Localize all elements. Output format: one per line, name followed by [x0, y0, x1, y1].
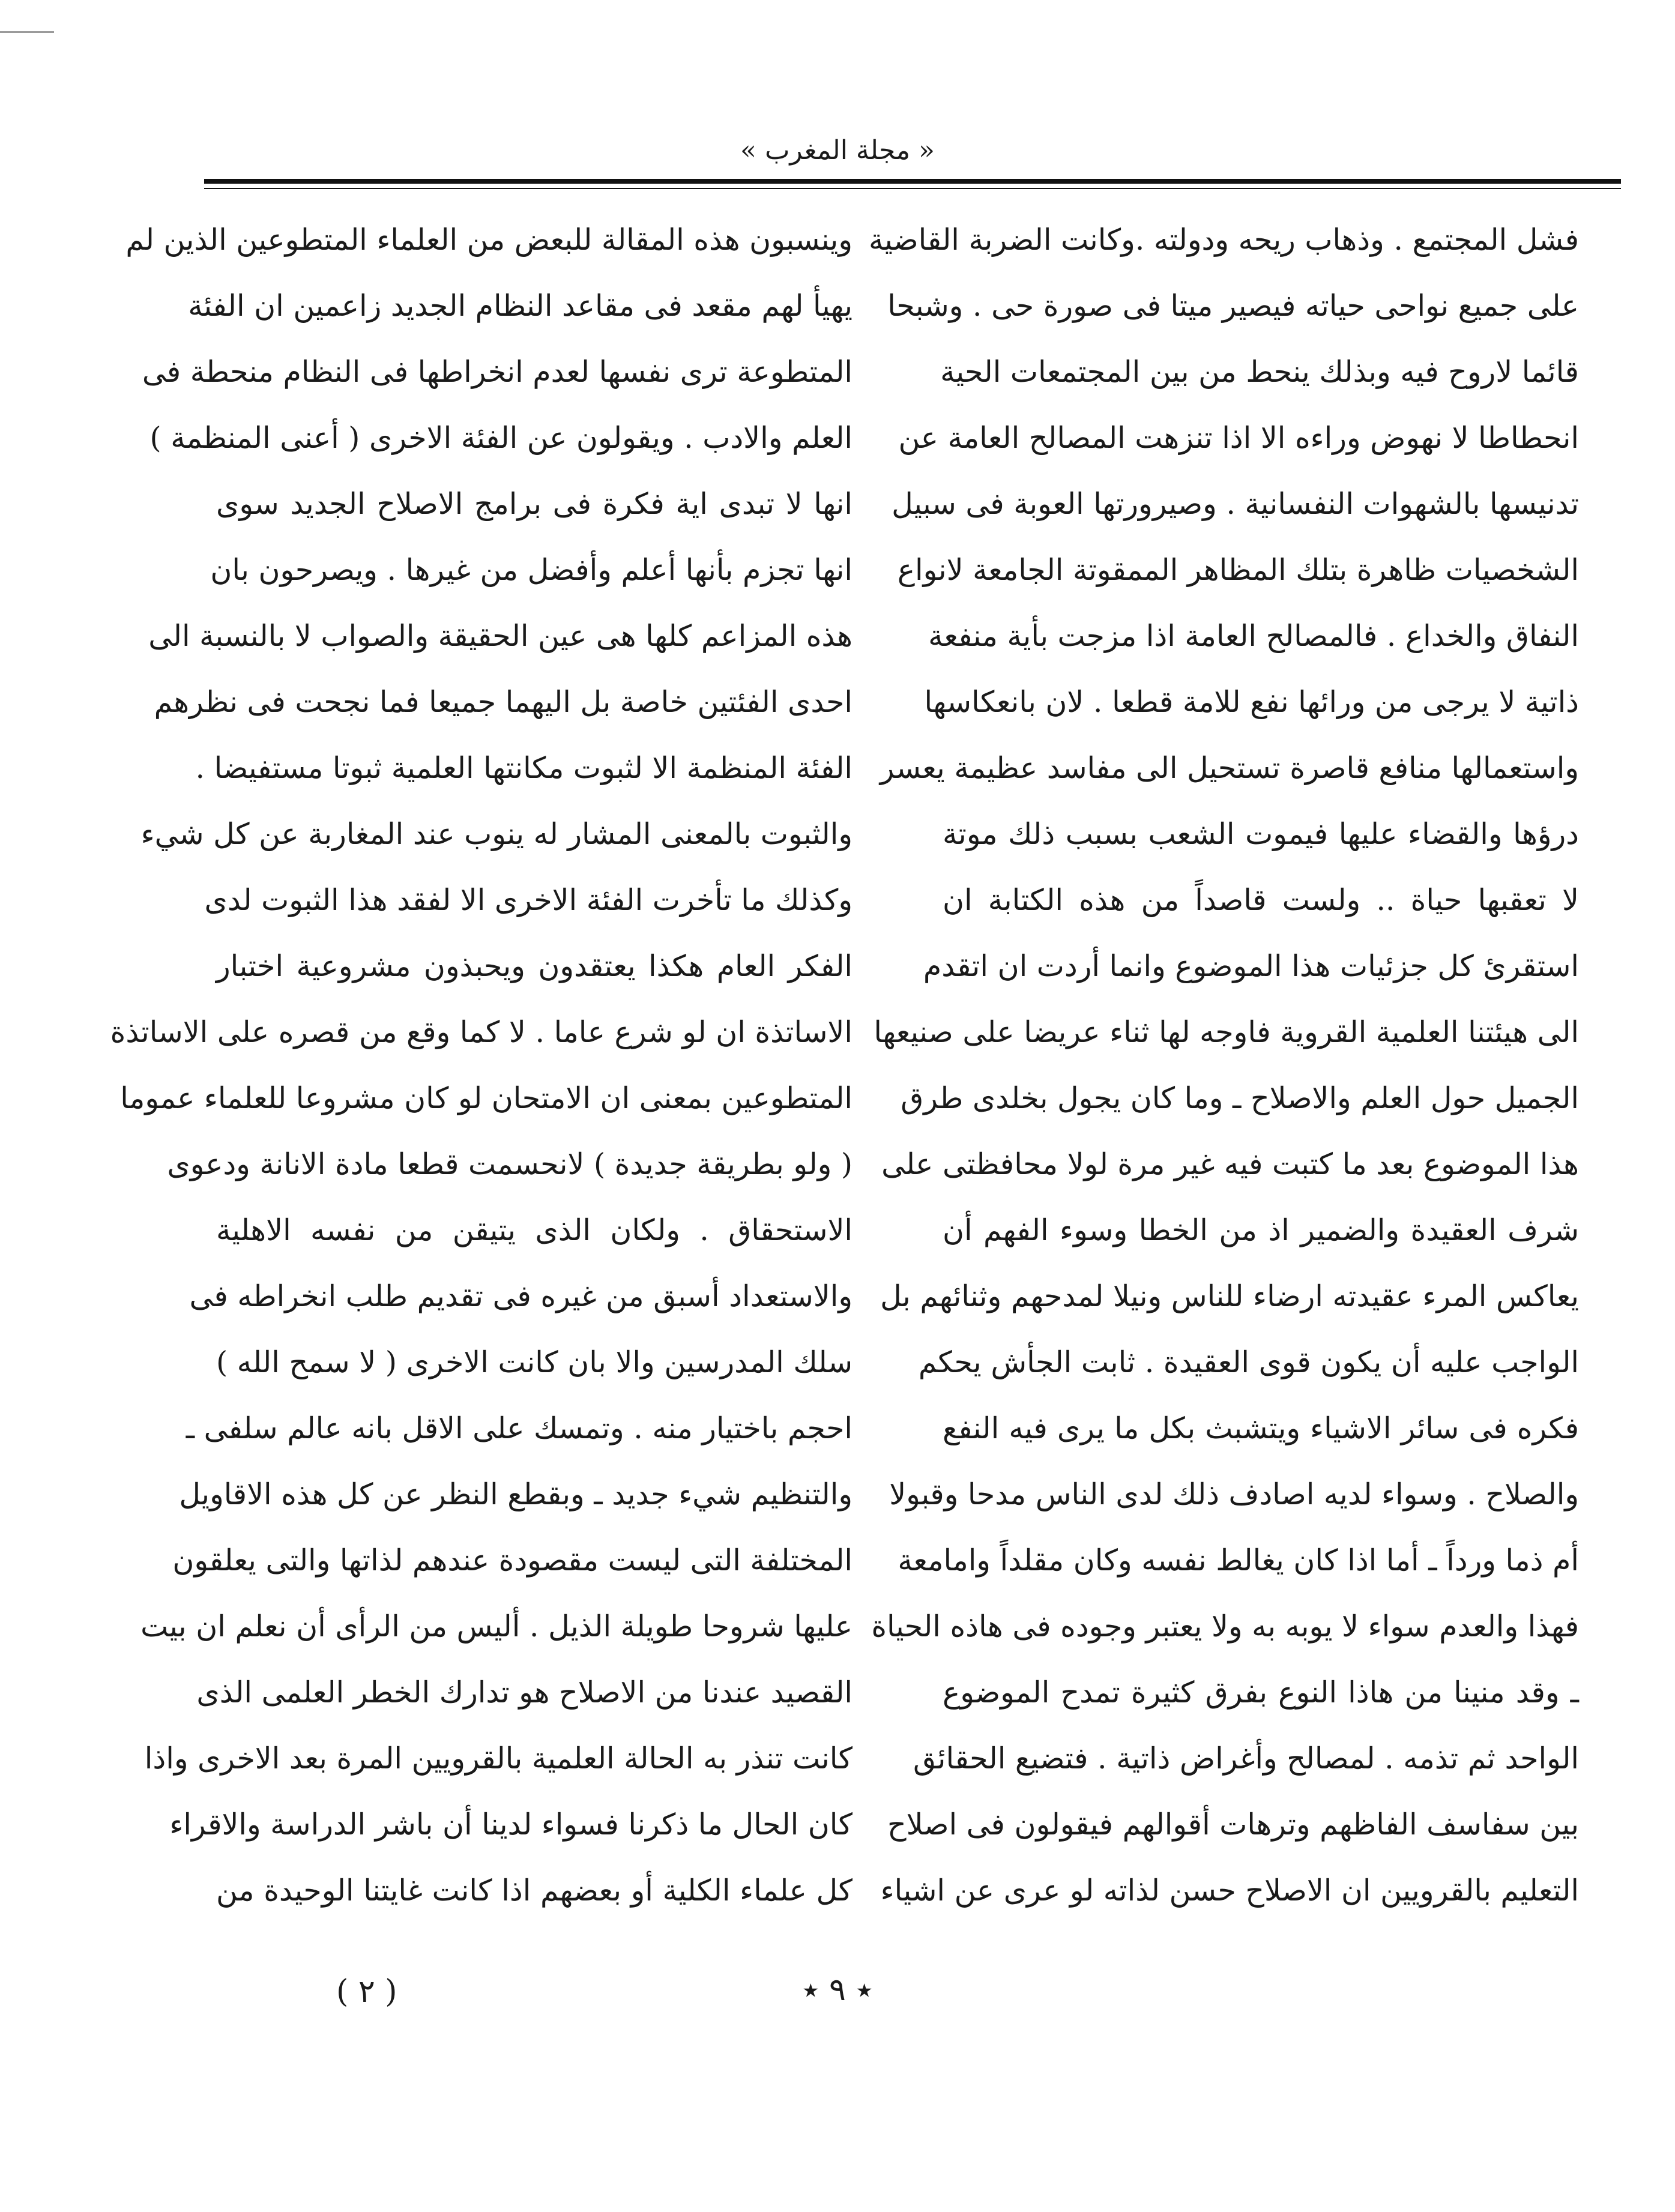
- text-line: أم ذما ورداً ـ أما اذا كان يغالط نفسه وكان مقلداً وامامعة: [898, 1543, 1579, 1578]
- text-line: التعليم بالقرويين ان الاصلاح حسن لذاته لو عرى عن اشياء: [880, 1873, 1579, 1908]
- text-line: بين سفاسف الفاظهم وترهات أقوالهم فيقولون فى اصلاح: [887, 1807, 1579, 1842]
- text-line: العلم والادب . ويقولون عن الفئة الاخرى ( أعنى المنظمة ): [149, 421, 853, 455]
- text-line: الاستحقاق . ولكان الذى يتيقن من نفسه الاهلية: [216, 1213, 853, 1247]
- text-line: لا تعقبها حياة .. ولست قاصداً من هذه الكتابة ان: [943, 883, 1579, 917]
- page-number: ٭ ٩ ٭: [802, 1972, 873, 2008]
- text-line: الواجب عليه أن يكون قوى العقيدة . ثابت الجأش يحكم: [918, 1345, 1579, 1379]
- text-line: على جميع نواحى حياته فيصير ميتا فى صورة حى . وشبحا: [887, 289, 1579, 323]
- text-line: ( ولو بطريقة جديدة ) لانحسمت قطعا مادة الانانة ودعوى: [167, 1147, 853, 1181]
- text-line: الى هيئتنا العلمية القروية فاوجه لها ثناء عريضا على صنيعها: [874, 1015, 1579, 1049]
- text-line: هذه المزاعم كلها هى عين الحقيقة والصواب لا بالنسبة الى: [148, 619, 853, 653]
- text-line: والثبوت بالمعنى المشار له ينوب عند المغاربة عن كل شيء: [140, 817, 853, 851]
- text-line: انها تجزم بأنها أعلم وأفضل من غيرها . ويصرحون بان: [210, 553, 853, 587]
- text-line: الفئة المنظمة الا لثبوت مكانتها العلمية ثبوتا مستفيضا .: [195, 751, 853, 785]
- right-text-column: [869, 207, 1579, 1924]
- text-line: الاساتذة ان لو شرع عاما . لا كما وقع من قصره على الاساتذة: [110, 1015, 853, 1049]
- text-line: والاستعداد أسبق من غيره فى تقديم طلب انخراطه فى: [189, 1279, 853, 1313]
- text-line: واستعمالها منافع قاصرة تستحيل الى مفاسد عظيمة يعسر: [880, 751, 1579, 785]
- text-line: احجم باختيار منه . وتمسك على الاقل بانه عالم سلفى ـ: [186, 1411, 853, 1445]
- text-line: ذاتية لا يرجى من ورائها نفع للامة قطعا . لان بانعكاسها: [924, 685, 1579, 719]
- text-line: سلك المدرسين والا بان كانت الاخرى ( لا سمح الله ): [216, 1345, 853, 1379]
- text-line: فهذا والعدم سواء لا يوبه به ولا يعتبر وجوده فى هاذه الحياة: [871, 1609, 1579, 1644]
- text-line: احدى الفئتين خاصة بل اليهما جميعا فما نجحت فى نظرهم: [154, 685, 853, 719]
- text-line: ـ وقد منينا من هاذا النوع بفرق كثيرة تمدح الموضوع: [943, 1675, 1579, 1710]
- text-line: قائما لاروح فيه وبذلك ينحط من بين المجتمعات الحية: [940, 355, 1579, 389]
- text-line: فشل المجتمع . وذهاب ريحه ودولته .وكانت الضربة القاضية: [869, 223, 1579, 257]
- text-line: والصلاح . وسواء لديه اصادف ذلك لدى الناس مدحا وقبولا: [889, 1477, 1579, 1511]
- text-line: انحطاطا لا نهوض وراءه الا اذا تنزهت المصالح العامة عن: [898, 421, 1579, 455]
- text-line: يعاكس المرء عقيدته ارضاء للناس ونيلا لمدحهم وثنائهم بل: [880, 1279, 1579, 1313]
- text-line: الجميل حول العلم والاصلاح ـ وما كان يجول بخلدى طرق: [901, 1081, 1579, 1115]
- text-line: تدنيسها بالشهوات النفسانية . وصيرورتها العوبة فى سبيل: [892, 487, 1579, 521]
- text-line: شرف العقيدة والضمير اذ من الخطا وسوء الفهم أن: [943, 1213, 1579, 1247]
- text-line: درؤها والقضاء عليها فيموت الشعب بسبب ذلك موتة: [943, 817, 1579, 851]
- header-rule-thick: [204, 179, 1621, 184]
- text-line: عليها شروحا طويلة الذيل . أليس من الرأى أن نعلم ان بيت: [140, 1609, 853, 1644]
- text-line: المتطوعة ترى نفسها لعدم انخراطها فى النظام منحطة فى: [142, 355, 853, 389]
- text-line: هذا الموضوع بعد ما كتبت فيه غير مرة لولا محافظتى على: [881, 1147, 1579, 1181]
- text-line: فكره فى سائر الاشياء ويتشبث بكل ما يرى فيه النفع: [943, 1411, 1579, 1445]
- text-line: وكذلك ما تأخرت الفئة الاخرى الا لفقد هذا الثبوت لدى: [204, 883, 853, 917]
- text-line: وينسبون هذه المقالة للبعض من العلماء المتطوعين الذين لم: [125, 223, 853, 257]
- text-line: استقرئ كل جزئيات هذا الموضوع وانما أردت ان اتقدم: [923, 949, 1579, 983]
- text-line: يهيأ لهم مقعد فى مقاعد النظام الجديد زاعمين ان الفئة: [188, 289, 853, 323]
- text-line: الواحد ثم تذمه . لمصالح وأغراض ذاتية . فتضيع الحقائق: [913, 1741, 1579, 1776]
- text-line: المتطوعين بمعنى ان الامتحان لو كان مشروعا للعلماء عموما: [120, 1081, 853, 1115]
- text-line: كانت تنذر به الحالة العلمية بالقرويين المرة بعد الاخرى واذا: [144, 1741, 853, 1776]
- left-text-column: [110, 207, 853, 1924]
- text-line: الشخصيات ظاهرة بتلك المظاهر الممقوتة الجامعة لانواع: [897, 553, 1579, 587]
- text-line: كل علماء الكلية أو بعضهم اذا كانت غايتنا الوحيدة من: [216, 1873, 853, 1908]
- text-line: المختلفة التى ليست مقصودة عندهم لذاتها والتى يعلقون: [172, 1543, 853, 1578]
- text-line: والتنظيم شيء جديد ـ وبقطع النظر عن كل هذه الاقاويل: [179, 1477, 853, 1511]
- text-line: انها لا تبدى اية فكرة فى برامج الاصلاح الجديد سوى: [216, 487, 853, 521]
- text-line: كان الحال ما ذكرنا فسواء لدينا أن باشر الدراسة والاقراء: [169, 1807, 853, 1842]
- text-line: القصيد عندنا من الاصلاح هو تدارك الخطر العلمى الذى: [196, 1675, 853, 1710]
- header-rule-thin: [204, 188, 1621, 189]
- text-line: النفاق والخداع . فالمصالح العامة اذا مزجت بأية منفعة: [928, 619, 1579, 653]
- journal-title: « مجلة المغرب »: [740, 135, 935, 166]
- text-line: الفكر العام هكذا يعتقدون ويحبذون مشروعية اختبار: [216, 949, 853, 983]
- part-number: ( ٢ ): [336, 1974, 397, 2010]
- scan-edge-mark: [0, 31, 54, 33]
